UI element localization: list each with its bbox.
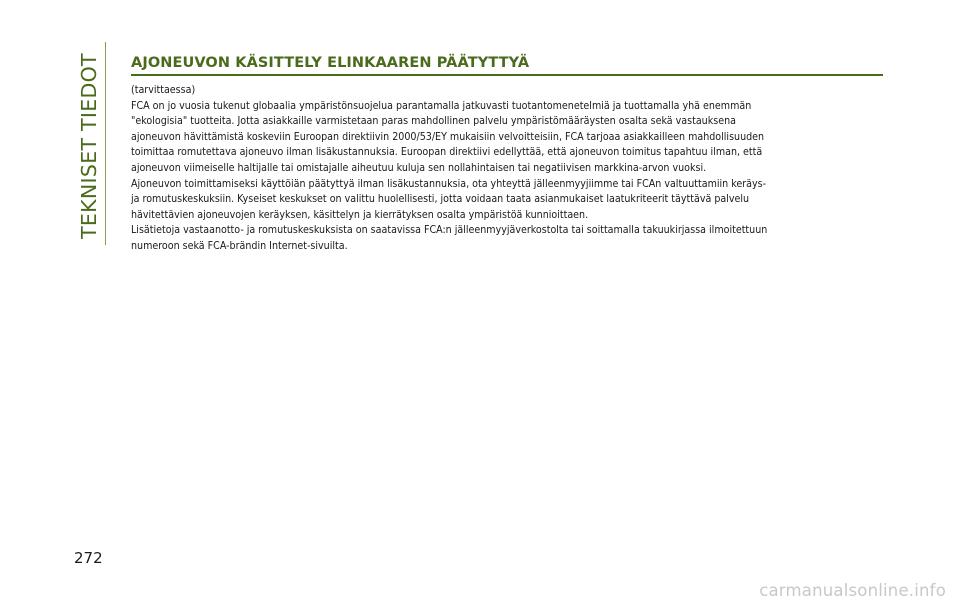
side-section-tab bbox=[76, 48, 102, 243]
body-line: ajoneuvon hävittämistä koskeviin Euroopan direktiivin 2000/53/EY mukaisiin velvoitteisiin, FCA tarjoaa asiakkailleen mahdollisuuden bbox=[131, 130, 765, 143]
body-line: ajoneuvon viimeiselle haltijalle tai omistajalle aiheutuu kuluja sen nollahintaisen tai negatiivisen markkina-arvon vuoksi. bbox=[131, 161, 707, 174]
side-section-title: TEKNISET TIEDOT bbox=[76, 52, 101, 239]
body-line: numeroon sekä FCA-brändin Internet-sivuilta. bbox=[131, 239, 348, 252]
title-underline bbox=[131, 74, 883, 76]
main-content bbox=[131, 55, 883, 255]
body-line: (tarvittaessa) bbox=[131, 84, 196, 96]
section-title: AJONEUVON KÄSITTELY ELINKAAREN PÄÄTYTTYÄ bbox=[131, 55, 530, 71]
page-number: 272 bbox=[74, 549, 103, 567]
body-line: ja romutuskeskuksiin. Kyseiset keskukset on valittu huolellisesti, jotta voidaan taata asianmukaiset laatukriteerit täyttävä palvelu bbox=[131, 193, 750, 206]
body-line: "ekologisia" tuotteita. Jotta asiakkaille varmistetaan paras mahdollinen palvelu ympäristömääräysten osalta sekä vastauksena bbox=[131, 115, 736, 128]
body-line: hävitettävien ajoneuvojen keräyksen, käsittelyn ja kierrätyksen osalta ympäristöä kunnioittaen. bbox=[131, 208, 589, 221]
side-divider bbox=[105, 42, 106, 245]
body-line: FCA on jo vuosia tukenut globaalia ympäristönsuojelua parantamalla jatkuvasti tuotantomenetelmiä ja tuottamalla yhä enemmän bbox=[131, 99, 752, 112]
body-line: Lisätietoja vastaanotto- ja romutuskeskuksista on saatavissa FCA:n jälleenmyyjäverkostolta tai soittamalla takuukirjassa ilmoitettuun bbox=[131, 224, 768, 237]
body-line: toimittaa romutettava ajoneuvo ilman lisäkustannuksia. Euroopan direktiivi edellyttää, että ajoneuvon toimitus tapahtuu ilman, että bbox=[131, 146, 763, 159]
body-text bbox=[131, 83, 883, 255]
body-line: Ajoneuvon toimittamiseksi käyttöiän päätyttyä ilman lisäkustannuksia, ota yhteyttä jälleenmyyjiimme tai FCAn valtuuttamiin keräys- bbox=[131, 177, 767, 190]
watermark-text: carmanualsonline.info bbox=[759, 581, 946, 600]
